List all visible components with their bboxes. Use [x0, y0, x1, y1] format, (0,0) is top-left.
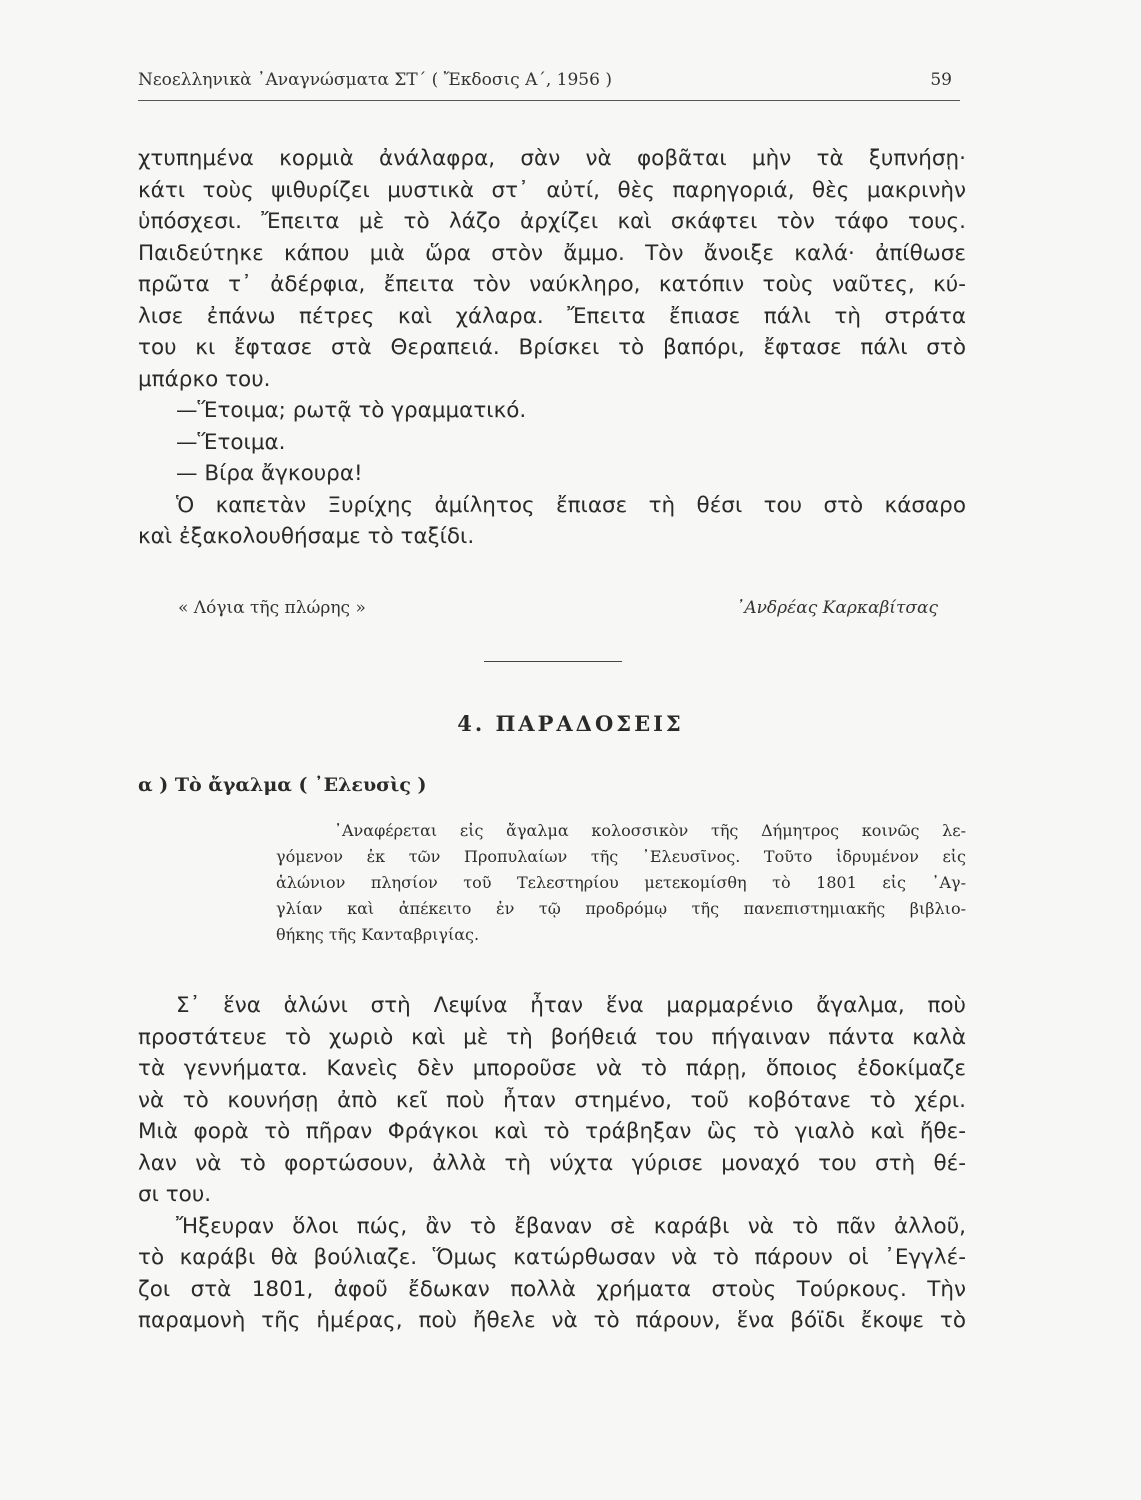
- text-line: καὶ ἐξακολουθήσαμε τὸ ταξίδι.: [138, 524, 475, 549]
- running-header-title: Νεοελληνικὰ ᾿Αναγνώσματα ΣΤ΄ ( Ἔκδοσις Α΄, 1956 ): [138, 70, 612, 90]
- text-line: του κι ἔφτασε στὰ Θεραπειά. Βρίσκει τὸ βαπόρι, ἔφτασε πάλι στὸ: [138, 335, 966, 360]
- text-line: πρῶτα τ᾿ ἀδέρφια, ἔπειτα τὸν ναύκληρο, κατόπιν τοὺς ναῦτες, κύ-: [138, 272, 966, 297]
- text-line: Σ᾿ ἕνα ἁλώνι στὴ Λεψίνα ἦταν ἕνα μαρμαρένιο ἄγαλμα, ποὺ: [176, 993, 966, 1018]
- note-line: γόμενον ἐκ τῶν Προπυλαίων τῆς ᾿Ελευσῖνος. Τοῦτο ἱδρυμένον εἰς: [276, 847, 966, 866]
- text-line: ζοι στὰ 1801, ἀφοῦ ἔδωκαν πολλὰ χρήματα στοὺς Τούρκους. Τὴν: [138, 1276, 966, 1302]
- text-line: λισε ἐπάνω πέτρες καὶ χάλαρα. Ἔπειτα ἔπιασε πάλι τὴ στράτα: [138, 303, 966, 329]
- text-line: Ἤξευραν ὅλοι πώς, ἂν τὸ ἔβαναν σὲ καράβι νὰ τὸ πᾶν ἀλλοῦ,: [176, 1213, 966, 1239]
- text-line: προστάτευε τὸ χωριὸ καὶ μὲ τὴ βοήθειά του πήγαιναν πάντα καλὰ: [138, 1024, 966, 1050]
- text-line: ὑπόσχεσι. Ἔπειτα μὲ τὸ λάζο ἀρχίζει καὶ σκάφτει τὸν τάφο τους.: [138, 209, 966, 234]
- note-line: ᾿Αναφέρεται εἰς ἄγαλμα κολοσσικὸν τῆς Δήμητρος κοινῶς λε-: [334, 821, 966, 840]
- text-line: παραμονὴ τῆς ἡμέρας, ποὺ ἤθελε νὰ τὸ πάρουν, ἕνα βόϊδι ἔκοψε τὸ: [138, 1308, 966, 1333]
- text-line: σι του.: [138, 1182, 212, 1207]
- text-line: χτυπημένα κορμιὰ ἀνάλαφρα, σὰν νὰ φοβᾶται μὴν τὰ ξυπνήσῃ·: [138, 146, 966, 171]
- text-line: νὰ τὸ κουνήσῃ ἀπὸ κεῖ ποὺ ἦταν στημένο, τοῦ κοβότανε τὸ χέρι.: [138, 1087, 966, 1113]
- page-number: 59: [930, 70, 952, 90]
- text-line: τὰ γεννήματα. Κανεὶς δὲν μποροῦσε νὰ τὸ πάρῃ, ὅποιος ἐδοκίμαζε: [138, 1056, 966, 1081]
- passage-a: [138, 143, 966, 553]
- section-heading: 4. ΠΑΡΑΔΟΣΕΙΣ: [457, 711, 684, 736]
- section-divider: [484, 661, 622, 662]
- introductory-note: [276, 818, 966, 948]
- dialogue-line: —Ἕτοιμα.: [176, 429, 286, 455]
- author-name: ᾿Ανδρέας Καρκαβίτσας: [735, 598, 938, 618]
- text-line: Ὁ καπετὰν Ξυρίχης ἀμίλητος ἔπιασε τὴ θέσι του στὸ κάσαρο: [176, 492, 966, 518]
- dialogue-line: — Βίρα ἄγκουρα!: [176, 461, 363, 486]
- header-rule: [138, 100, 960, 101]
- text-line: λαν νὰ τὸ φορτώσουν, ἀλλὰ τὴ νύχτα γύρισε μοναχό του στὴ θέ-: [138, 1150, 966, 1176]
- source-title: « Λόγια τῆς πλώρης »: [178, 598, 366, 618]
- text-line: μπάρκο του.: [138, 366, 271, 392]
- dialogue-line: —Ἕτοιμα; ρωτᾷ τὸ γραμματικό.: [176, 398, 527, 423]
- note-line: ἁλώνιον πλησίον τοῦ Τελεστηρίου μετεκομίσθη τὸ 1801 εἰς ᾿Αγ-: [276, 873, 966, 892]
- subsection-heading: α ) Τὸ ἄγαλμα ( ᾿Ελευσὶς ): [138, 774, 427, 796]
- passage-b: [138, 990, 966, 1337]
- note-line: γλίαν καὶ ἀπέκειτο ἐν τῷ προδρόμῳ τῆς πανεπιστημιακῆς βιβλιο-: [276, 899, 966, 918]
- note-line: θήκης τῆς Κανταβριγίας.: [276, 925, 480, 944]
- attribution: [178, 598, 938, 624]
- text-line: Παιδεύτηκε κάπου μιὰ ὥρα στὸν ἄμμο. Τὸν ἄνοιξε καλά· ἀπίθωσε: [138, 240, 966, 266]
- text-line: Μιὰ φορὰ τὸ πῆραν Φράγκοι καὶ τὸ τράβηξαν ὣς τὸ γιαλὸ καὶ ἤθε-: [138, 1119, 966, 1144]
- text-line: κάτι τοὺς ψιθυρίζει μυστικὰ στ᾿ αὐτί, θὲς παρηγοριά, θὲς μακρινὴν: [138, 177, 966, 203]
- text-line: τὸ καράβι θὰ βούλιαζε. Ὅμως κατώρθωσαν νὰ τὸ πάρουν οἱ ᾿Εγγλέ-: [138, 1245, 966, 1270]
